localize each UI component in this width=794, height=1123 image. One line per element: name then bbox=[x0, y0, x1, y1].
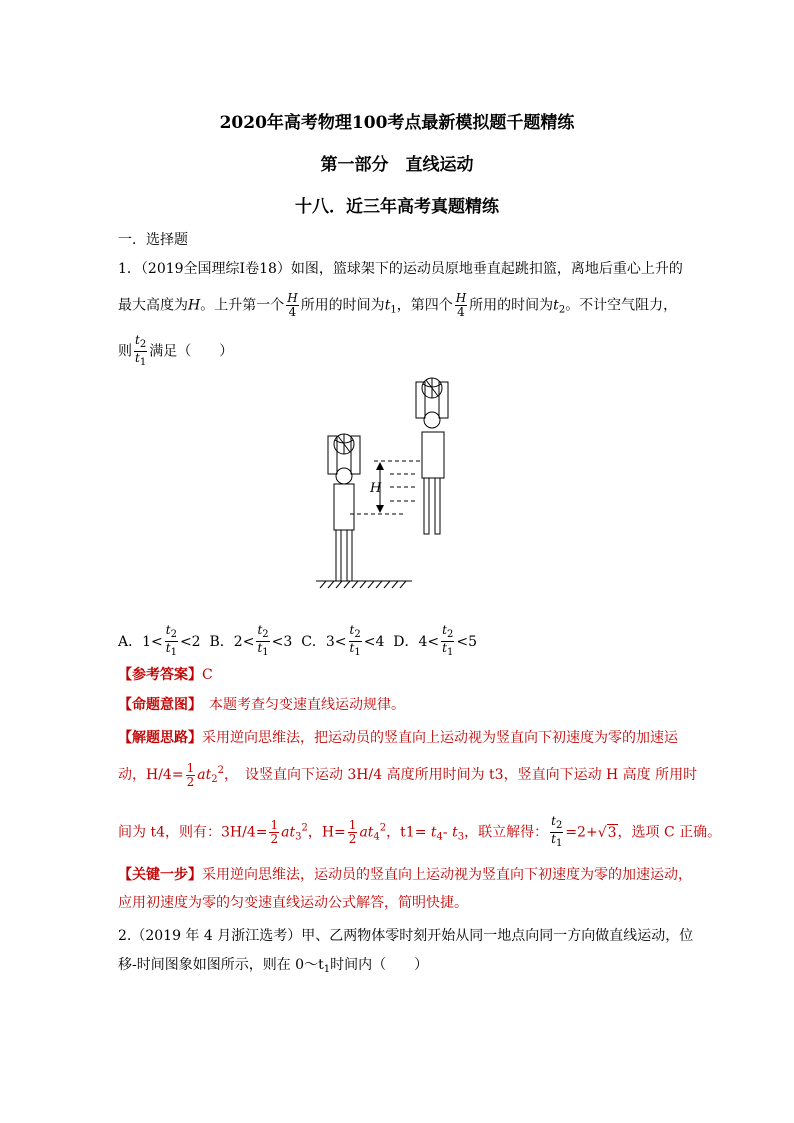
basketball-jump-figure bbox=[314, 376, 474, 592]
solution-line3: 间为 t4，则有：3H/4= $\frac{1}{2}$ $at_3^2$，H= $\frac{1}{2}$ $at_4^2$，$t1= t_4-$ $t_3$，联立解得： $\frac{t_2}{t_1}$ =2+√3，选项 C 正确。 bbox=[118, 814, 722, 849]
fraction-h-over-4: $\frac{H}{4}$ bbox=[455, 291, 467, 319]
solution-line1: 【解题思路】采用逆向思维法，把运动员的竖直向上运动视为竖直向下初速度为零的加速运 bbox=[118, 730, 678, 746]
option-d: D．4< $\frac{t_2}{t_1}$ <5 bbox=[393, 623, 478, 658]
option-a: A．1< $\frac{t_2}{t_1}$ <2 bbox=[118, 623, 201, 658]
intent-line: 【命题意图】 本题考查匀变速直线运动规律。 bbox=[118, 697, 405, 713]
fraction-h-over-4: $\frac{H}{4}$ bbox=[287, 291, 298, 319]
section-title: 十八．近三年高考真题精练 bbox=[295, 197, 499, 217]
sqrt-icon: √3 bbox=[597, 824, 617, 841]
q1-options bbox=[118, 624, 477, 659]
option-b: B．2< $\frac{t_2}{t_1}$ <3 bbox=[209, 623, 293, 658]
q1-stem-line3: 则 $\frac{t_2}{t_1}$ 满足（ ） bbox=[118, 333, 234, 368]
head-icon bbox=[424, 412, 440, 428]
fraction-t2-over-t1: $\frac{t_2}{t_1}$ bbox=[135, 333, 147, 368]
option-c: C．3< $\frac{t_2}{t_1}$ <4 bbox=[301, 623, 385, 658]
q1-stem-line1: 1．（2019全国理综I卷18）如图，篮球架下的运动员原地垂直起跳扣篮，离地后重心上升的 bbox=[118, 261, 683, 277]
q2-stem-line2: 移-时间图象如图所示，则在 $0\sim t_1$时间内（ ） bbox=[118, 957, 429, 975]
arrow-down-icon bbox=[376, 505, 384, 513]
arrow-up-icon bbox=[376, 462, 384, 470]
part-title: 第一部分 直线运动 bbox=[320, 155, 474, 175]
solution-line2: 动，H/4= $\frac{1}{2}$ $at_2^2$， 设竖直向下运动 3H/4 高度所用时间为 t3，竖直向下运动 H 高度 所用时 bbox=[118, 760, 698, 789]
height-label: H bbox=[370, 481, 382, 496]
jumping-athlete bbox=[416, 378, 448, 534]
standing-athlete bbox=[328, 434, 360, 581]
ground-hatching bbox=[320, 581, 406, 588]
document-title: 2020年高考物理100考点最新模拟题千题精练 bbox=[219, 113, 575, 133]
q1-stem-line2: 最大高度为H。上升第一个 $\frac{H}{4}$ 所用的时间为$t_1$，第四个 $\frac{H}{4}$ 所用的时间为$t_2$。不计空气阻力， bbox=[118, 291, 678, 319]
head-icon bbox=[336, 468, 352, 484]
key-step-line2: 应用初速度为零的匀变速直线运动公式解答，简明快捷。 bbox=[118, 895, 468, 911]
section-label: 一．选择题 bbox=[118, 232, 188, 248]
answer-line: 【参考答案】C bbox=[118, 667, 213, 683]
key-step-line1: 【关键一步】采用逆向思维法，运动员的竖直向上运动视为竖直向下初速度为零的加速运动， bbox=[118, 867, 692, 883]
q2-stem-line1: 2.（2019 年 4 月浙江选考）甲、乙两物体零时刻开始从同一地点向同一方向做直线运动，位 bbox=[118, 928, 694, 944]
